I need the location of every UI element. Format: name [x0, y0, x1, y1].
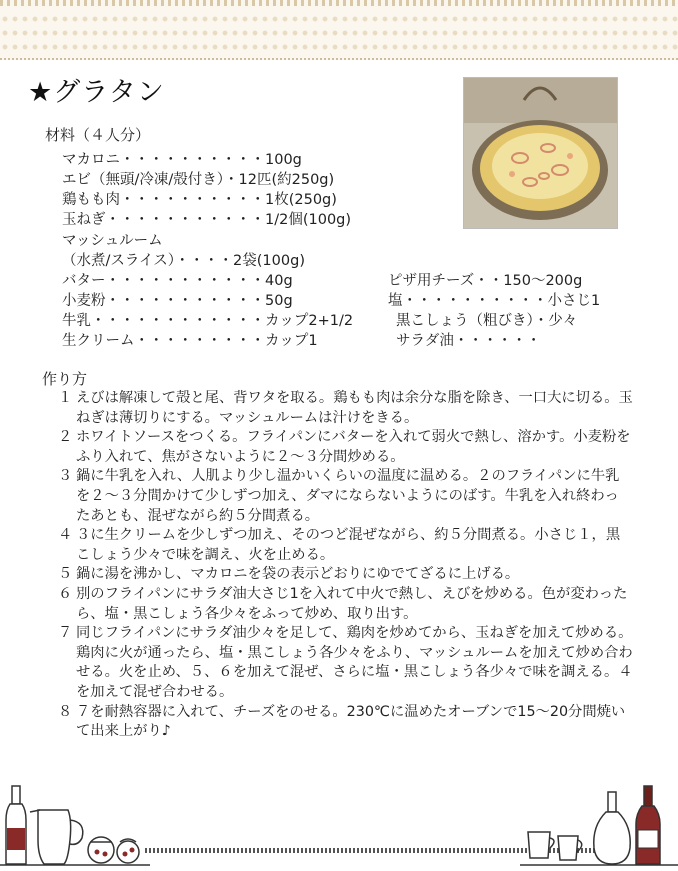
ingredient-item: サラダ油・・・・・・: [396, 333, 541, 349]
step-text: 同じフライパンにサラダ油少々を足して、鶏肉を炒めてから、玉ねぎを加えて炒める。鶏肉に火が通ったら、塩・黒こしょう各少々をふり、マッシュルームを加えて炒め合わせる。火を止め、５、６を加えて混ぜ、さらに塩・黒こしょう各少々で味を調える。４を加えて混ぜ合わせる。: [76, 625, 633, 700]
ingredient-item: 塩・・・・・・・・・・小さじ1: [388, 293, 601, 309]
gratin-dish-icon: [464, 78, 617, 228]
ingredient-item: マカロニ・・・・・・・・・・100g: [62, 152, 302, 168]
ingredient-item: 鶏もも肉・・・・・・・・・・1枚(250g): [62, 192, 337, 208]
step-text: ７を耐熱容器に入れて、チーズをのせる。230℃に温めたオーブンで15〜20分間焼いて出来上がり♪: [76, 703, 626, 740]
ingredient-item: バター・・・・・・・・・・・40g: [62, 273, 293, 289]
dot-row: [0, 28, 678, 38]
step-number: ６: [58, 585, 73, 602]
step-item: [58, 389, 633, 428]
ingredient-item: （水煮/スライス）・・・・2袋(100g): [62, 253, 305, 269]
ingredients-heading: 材料（４人分）: [45, 126, 151, 144]
ingredient-item: 小麦粉・・・・・・・・・・・50g: [62, 293, 293, 309]
step-text: 鍋に湯を沸かし、マカロニを袋の表示どおりにゆでてざるに上げる。: [76, 566, 520, 583]
step-number: ３: [58, 468, 73, 485]
top-decorative-band: [0, 0, 678, 60]
top-stripe: [0, 0, 678, 6]
step-item: [58, 624, 633, 702]
kitchen-items-left-icon: [0, 780, 150, 871]
dot-row: [0, 42, 678, 52]
step-number: ２: [58, 429, 73, 446]
step-number: ８: [58, 703, 73, 720]
step-text: ホワイトソースをつくる。フライパンにバターを入れて弱火で熱し、溶かす。小麦粉をふり入れて、焦がさないように２〜３分間炒める。: [76, 429, 631, 465]
step-text: 鍋に牛乳を入れ、人肌より少し温かいくらいの温度に温める。２のフライパンに牛乳を２〜３分間かけて少しずつ加え、ダマにならないようにのばす。牛乳を入れ終わったあとも、混ぜながら約５分間煮る。: [76, 468, 620, 524]
gratin-photo: [463, 77, 618, 229]
step-text: ３に生クリームを少しずつ加え、そのつど混ぜながら、約５分間煮る。小さじ１，黒こしょう少々で味を調え、火を止める。: [76, 527, 621, 563]
step-number: ４: [58, 527, 73, 544]
step-text: 別のフライパンにサラダ油大さじ1を入れて中火で熱し、えびを炒める。色が変わったら、塩・黒こしょう各少々をふって炒め、取り出す。: [76, 585, 628, 622]
step-item: [58, 585, 633, 624]
dot-row: [0, 14, 678, 24]
step-number: １: [58, 390, 73, 406]
step-item: [58, 565, 633, 585]
steps-list: [58, 389, 633, 742]
step-number: ５: [58, 566, 73, 583]
ingredient-item: 玉ねぎ・・・・・・・・・・・1/2個(100g): [62, 212, 352, 228]
ingredient-item: ピザ用チーズ・・150〜200g: [388, 273, 583, 289]
step-item: [58, 703, 633, 742]
step-number: ７: [58, 625, 73, 642]
steps-heading: 作り方: [42, 370, 88, 388]
ingredient-item: エビ（無頭/冷凍/殻付き）・12匹(約250g): [62, 172, 335, 188]
step-item: [58, 428, 633, 467]
ingredient-item: 牛乳・・・・・・・・・・・・カップ2+1/2: [62, 313, 354, 329]
step-text: えびは解凍して殻と尾、背ワタを取る。鶏もも肉は余分な脂を除き、一口大に切る。玉ねぎは薄切りにする。マッシュルームは汁けをきる。: [76, 390, 633, 426]
recipe-title: ★グラタン: [28, 77, 165, 108]
step-item: [58, 467, 633, 526]
kitchen-items-right-icon: [520, 778, 678, 871]
ingredient-item: マッシュルーム: [62, 233, 163, 249]
ingredient-item: 黒こしょう（粗びき）・少々: [396, 313, 578, 329]
step-item: [58, 526, 633, 565]
ingredient-item: 生クリーム・・・・・・・・・カップ1: [62, 333, 318, 349]
